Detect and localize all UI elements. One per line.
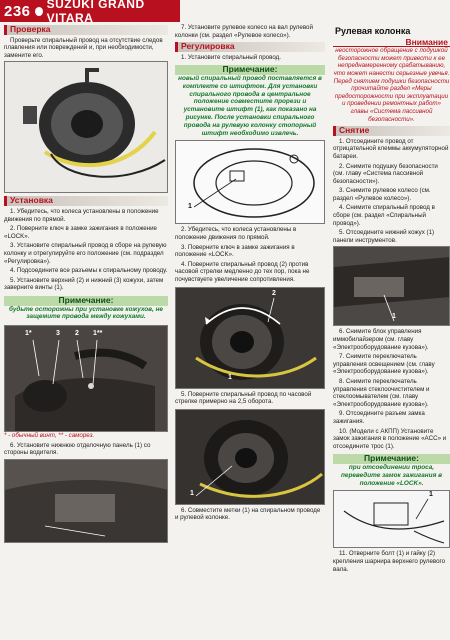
- photo-spiral-cable: [4, 61, 168, 193]
- book-title: SUZUKI GRAND VITARA: [46, 0, 145, 25]
- label-3: 3: [56, 330, 60, 338]
- install-step-5: 5. Установите верхний (2) и нижний (3) кожухи, затем заверните винты (1).: [4, 276, 164, 292]
- remove-step-8: 8. Снимите переключатель управления стеклоочистителем и стеклоомывателем (см. главу «Электрооборудование кузова»).: [333, 378, 430, 408]
- install-step-1: 1. Убедитесь, что колеса установлены в положение движения по прямой.: [4, 207, 159, 223]
- column-covers-illustration: [5, 326, 168, 431]
- cable-illustration: [334, 491, 450, 547]
- figure-cable: [333, 490, 450, 548]
- bullet-icon: [35, 7, 43, 16]
- section-title-remove: Снятие: [333, 126, 450, 136]
- align-marks-illustration: [176, 410, 325, 504]
- column-3: [333, 22, 450, 575]
- remove-step-3: 3. Снимите рулевое колесо (см. раздел «Рулевое колесо»).: [333, 187, 431, 202]
- photo-rotate-ccw: [175, 287, 325, 389]
- fig-label-1b: 1: [228, 373, 232, 381]
- spiral-cable-illustration: [5, 62, 168, 192]
- warning-text: неосторожное обращение с подушкой безопасности может привести к ее непреднамеренному срабатыванию, что может нанести серьезные увечья. Перед снятием подушки безопасности прочитайте раздел «Меры предосторожности при эксплуатации и проведении ремонтных работ» главы «Система пассивной безопасности».: [333, 47, 450, 123]
- column-1: [4, 22, 168, 543]
- install-step-3: 3. Установите спиральный провод в сборе на рулевую колонку и отрегулируйте его положение (см. подраздел «Регулировка»).: [4, 242, 167, 265]
- label-2: 2: [75, 330, 79, 338]
- install-step-7: 7. Установите рулевое колесо на вал рулевой колонки (см. раздел «Рулевое колесо»).: [175, 24, 313, 39]
- note-text-3: при отсоединении троса, переведите замок зажигания в положение «LOCK».: [341, 463, 442, 487]
- adjust-step-3: 3. Поверните ключ в замке зажигания в положение «LOCK».: [175, 243, 295, 259]
- note-title-1: Примечание:: [4, 296, 168, 306]
- lower-panel-illustration: [5, 460, 168, 542]
- column-2: [175, 22, 325, 524]
- photo-lower-cover: [333, 246, 450, 326]
- section-title-install: Установка: [4, 196, 168, 206]
- warning-title: Внимание: [333, 39, 450, 48]
- photo-align-marks: [175, 409, 325, 505]
- remove-step-4: 4. Снимите спиральный провод в сборе (см. раздел «Спиральный провод»).: [333, 204, 435, 227]
- adjust-step-6: 6. Совместите метки (1) на спиральном проводе и рулевой колонке.: [175, 506, 321, 522]
- adjust-step-2: 2. Убедитесь, что колеса установлены в положение движения по прямой.: [175, 226, 297, 241]
- remove-step-5: 5. Отсоедините нижний кожух (1) панели инструментов.: [333, 229, 435, 244]
- fig-label-pin: 1: [188, 203, 192, 211]
- pin-illustration: [176, 141, 325, 223]
- figure-pin: [175, 140, 325, 224]
- remove-step-2: 2. Снимите подушку безопасности (см. главу «Система пассивной безопасности»).: [333, 162, 438, 185]
- install-step-6: 6. Установите нижнюю отделочную панель (1) со стороны водителя.: [4, 441, 151, 457]
- remove-step-7: 7. Снимите переключатель управления освещением (см. главу «Электрооборудование кузова»).: [333, 353, 435, 376]
- note-title-2: Примечание:: [175, 65, 325, 75]
- note-text-1: будьте осторожны при установке кожухов, не защемите провода между кожухами.: [9, 305, 163, 321]
- remove-step-9: 9. Отсоедините разъем замка зажигания.: [333, 410, 425, 425]
- legend-screws: * - обычный винт, ** - саморез.: [4, 432, 95, 440]
- remove-step-6: 6. Снимите блок управления иммобилайзером (см. главу «Электрооборудование кузова»).: [333, 328, 429, 351]
- remove-step-1: 1. Отсоедините провод от отрицательной клеммы аккумуляторной батареи.: [333, 137, 449, 160]
- fig-label-cover: 1: [392, 313, 396, 321]
- page-number: 236: [4, 2, 31, 20]
- label-1-star: 1*: [25, 330, 32, 338]
- label-1-double-star: 1**: [93, 330, 103, 338]
- check-text: Проверьте спиральный провод на отсутствие следов плавления или повреждений и, при необходимости, замените его.: [4, 36, 163, 59]
- photo-lower-panel: [4, 459, 168, 543]
- adjust-step-5: 5. Поверните спиральный провод по часовой стрелке примерно на 2,5 оборота.: [175, 390, 312, 406]
- fig-label-marks: 1: [190, 489, 194, 497]
- note-title-3: Примечание:: [333, 454, 450, 464]
- note-text-2: новый спиральный провод поставляется в комплекте со штифтом. Для установки спирального провода в центральное положение совместите прорези и установите штифт (1), как показано на рисунке. После установки спирального провода на рулевую колонку стопорный штифт необходимо извлечь.: [178, 74, 322, 137]
- remove-step-10: 10. (Модели с АКПП) Установите замок зажигания в положение «ACC» и отсоедините трос (1).: [333, 427, 447, 450]
- photo-column-covers: [4, 325, 168, 432]
- rotate-ccw-illustration: [176, 288, 325, 388]
- fig-label-2: 2: [272, 289, 276, 297]
- page-header: [0, 0, 180, 25]
- install-step-2: 2. Поверните ключ в замке зажигания в положение «LOCK».: [4, 225, 157, 240]
- adjust-step-4: 4. Поверните спиральный провод (2) против часовой стрелки медленно до тех пор, пока не почувствуете увеличение сопротивления.: [175, 260, 310, 283]
- section-title-check: Проверка: [4, 25, 168, 35]
- install-step-4: 4. Подсоедините все разъемы к спиральному проводу.: [10, 267, 168, 275]
- remove-step-11: 11. Отверните болт (1) и гайку (2) крепления шарнира верхнего рулевого вала.: [333, 550, 446, 573]
- section-title-adjust: Регулировка: [175, 42, 325, 52]
- adjust-step-1: 1. Установите спиральный провод.: [181, 53, 281, 61]
- section-title-column: Рулевая колонка: [335, 26, 411, 36]
- fig-label-cable: 1: [429, 491, 433, 499]
